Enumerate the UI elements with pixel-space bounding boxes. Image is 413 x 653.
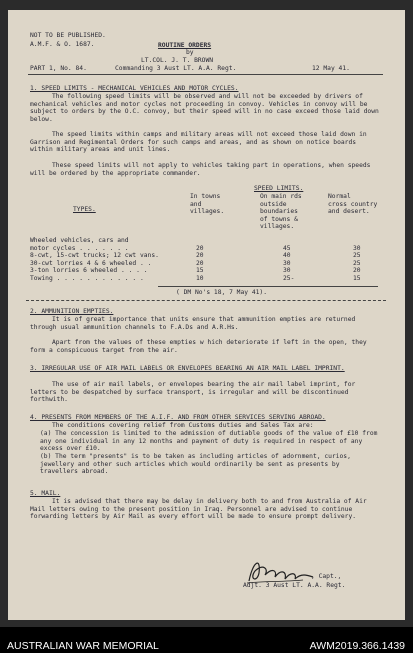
table-reference: ( DM No's 18, 7 May 41). — [176, 289, 267, 296]
section-4-para-1: The conditions covering relief from Customs duties and Sales Tax are: — [52, 422, 314, 429]
section-2-para-1: It is of great importance that units ensure that ammunition empties are returned through usual ammunition channels to F.A.Ds and A.R.Hs. — [30, 316, 356, 331]
section-1-para-1: The following speed limits will be observed and will not be exceeded by drivers of mechanical vehicles and motor cycles not proceeding in convoy. Vehicles in convoy will be subject to orders by the O.C. convoy, but their speed will in no case exceed those laid down below. — [30, 93, 379, 123]
col-towns-header: In towns and villages. — [190, 193, 225, 216]
section-2-heading: 2. AMMUNITION EMPTIES. — [30, 308, 114, 315]
section-divider — [26, 300, 386, 301]
order-date: 12 May 41. — [312, 65, 350, 72]
section-4-item-a: (a) The concession is limited to the admission of dutiable goods of the value of £10 from any one individual in any 12 months and payment of duty is required in respect of any excess over £10. — [40, 430, 378, 453]
col-cross-country-header: Normal cross country and desert. — [328, 193, 378, 216]
section-3-heading: 3. IRREGULAR USE OF AIR MAIL LABELS OR ENVELOPES BEARING AN AIR MAIL LABEL IMPRINT. — [30, 365, 345, 372]
archive-name: AUSTRALIAN WAR MEMORIAL — [7, 640, 159, 652]
part-number: PART 1, No. 84. — [30, 65, 87, 72]
table-row: Wheeled vehicles, cars and — [30, 237, 129, 244]
header-rule — [28, 74, 383, 75]
document-title: ROUTINE ORDERS — [158, 42, 212, 49]
signature-rank: , Capt., — [311, 573, 342, 580]
col-main-roads-header: On main rds outside boundaries of towns & villages. — [260, 193, 302, 231]
section-5-heading: 5. MAIL. — [30, 490, 61, 497]
table-rule — [158, 286, 378, 287]
section-1-heading: 1. SPEED LIMITS - MECHANICAL VEHICLES AND MOTOR CYCLES. — [30, 85, 239, 92]
section-3-para-1: The use of air mail labels, or envelopes bearing the air mail label imprint, for letters to be despatched by surface transport, is irregular and will be discontinued forthwith. — [30, 381, 356, 404]
signature-title: Adjt. 3 Aust LT. A.A. Regt. — [243, 582, 346, 589]
section-5-para-1: It is advised that there may be delay in delivery both to and from Australia of Air Mail letters owing to the present position in Iraq. Personnel are advised to continue forwarding letters by Air Mail as every effort will be made to ensure prompt delivery. — [30, 498, 367, 521]
table-row: 8-cwt, 15-cwt trucks; 12 cwt vans. 20 40 25 — [30, 252, 361, 260]
section-1-para-3: These speed limits will not apply to vehicles taking part in operations, when speeds will be ordered by the appropriate commander. — [30, 162, 371, 177]
archive-footer — [0, 627, 413, 653]
table-row: motor cycles . . . . . . . 20 45 30 — [30, 244, 361, 252]
speed-limits-table — [30, 237, 370, 283]
section-4-item-b: (b) The term "presents" is to be taken as including articles of adornment, curios, jewellery and other such articles which would ordinarily be sent as presents by travellers abroad. — [40, 453, 351, 476]
table-row: Towing . . . . . . . . . . . . 10 25- 15 — [30, 274, 361, 282]
section-4-heading: 4. PRESENTS FROM MEMBERS OF THE A.I.F. AND FROM OTHER SERVICES SERVING ABROAD. — [30, 414, 326, 421]
by-line: by — [186, 49, 194, 56]
amf-reference: A.M.F. & O. 1687. — [30, 41, 95, 48]
not-published-note: NOT TO BE PUBLISHED. — [30, 32, 106, 39]
section-1-para-2: The speed limits within camps and military areas will not exceed those laid down in Garrison and Regimental Orders for such camps and areas, and as shown on notice boards within military areas and unit lines. — [30, 131, 367, 154]
speed-limits-heading: SPEED LIMITS. — [254, 185, 304, 192]
document-page — [8, 10, 405, 620]
section-2-para-2: Apart from the values of these empties w hich deteriorate if left in the open, they form a conspicuous target from the air. — [30, 339, 367, 354]
types-heading: TYPES. — [73, 206, 96, 213]
officer-name: LT.COL. J. T. BROWN — [141, 57, 214, 64]
table-row: 3-ton lorries 6 wheeled . . . . 15 30 20 — [30, 267, 361, 275]
archive-reference: AWM2019.366.1439 — [309, 640, 405, 652]
table-row: 30-cwt lorries 4 & 6 wheeled . . 20 30 25 — [30, 259, 361, 267]
commanding-line: Commanding 3 Aust LT. A.A. Regt. — [115, 65, 237, 72]
